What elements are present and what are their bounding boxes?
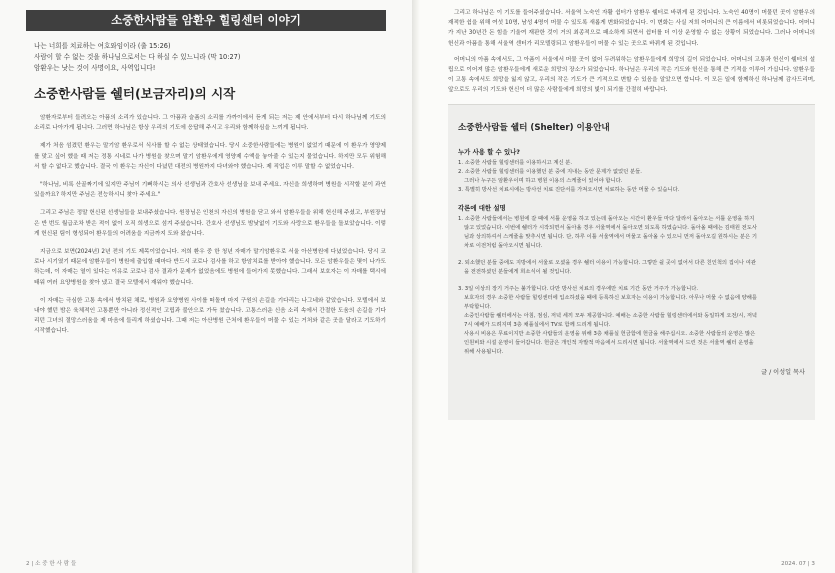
body-paragraph: 그리고 주님은 정말 헌신된 선생님들을 보내주셨습니다. 원장님은 인천의 자신의 병원을 닫고 와서 암환우들을 위해 헌신해 주셨고, 부원장님은 반 번도 월급조차 받은 적이 없이 오직 희생으로 섬겨 주셨습니다. 간호사 선생님도 밤낮없이 기도와 사랑으로 환우들을 돌보았습니다. 이렇게 헌신된 팀이 형성되어 환우들의 어려움을 지금까지 도와 왔습니다. bbox=[34, 210, 386, 237]
info-line: 1. 소중한 사람들에서는 병원에 갈 때에 서틀 운영을 하고 있는데 돌아오는 시간이 환우들 마다 달라서 돌아오는 서틀 운영을 하지 bbox=[458, 215, 755, 222]
who-section bbox=[458, 147, 805, 195]
shelter-info-box bbox=[448, 104, 815, 420]
info-line: 을 전전하셨던 분들에게 희소식이 될 것입니다. bbox=[464, 268, 572, 275]
info-line: 1. 소중한 사람들 힐링센터를 이용하시고 계신 분. bbox=[458, 159, 573, 166]
info-line: 차로 이전처럼 돌아오시면 됩니다. bbox=[464, 242, 543, 249]
article-title-bar: 소중한사람들 암환우 힐링센터 이야기 bbox=[26, 10, 386, 31]
bible-verses bbox=[34, 41, 386, 74]
page-footer-right: 2024. 07 | 3 bbox=[781, 561, 815, 567]
info-line: 그러나 누구든 암환우이며 하고 병원 이용의 스케줄이 있어야 합니다. bbox=[464, 177, 623, 184]
right-page bbox=[420, 0, 835, 573]
verse-line: 나는 너희를 치료하는 여호와임이라 (출 15:26) bbox=[34, 42, 171, 50]
page-footer-left: 2 | 소 중 한 사 람 들 bbox=[26, 561, 77, 567]
info-line: 3. 특별히 방사선 치료시에는 방사선 치료 진단서를 가져오시면 치료하는 동안 머물 수 있습니다. bbox=[458, 186, 680, 193]
info-line: 위해 사용됩니다. bbox=[464, 348, 504, 355]
info-line: 2. 퇴소했던 분들 중에도 지방에서 서울로 오셨을 경우 쉘터 이용이 가능합니다. 그렇만 쉴 곳이 없어서 다른 친인척의 집이나 여관 bbox=[458, 259, 757, 266]
info-line: 않고 있었습니다. 이번에 쉘터가 시작되면서 돌아올 경우 서울역에서 돌아오면 되도록 하였습니다. 돌아올 때에는 김태원 전도사 bbox=[464, 224, 758, 231]
info-box-title: 소중한사람들 쉘터 (Shelter) 이용안내 bbox=[458, 122, 610, 133]
info-line: 2. 소중한 사람들 힐링센터를 이용했던 분 중에 지내는 동안 문제가 없었던 분들. bbox=[458, 168, 642, 175]
who-heading: 누가 사용 할 수 있나? bbox=[458, 147, 520, 156]
body-paragraph: 암환자로부터 들려오는 아픔의 소리가 있습니다. 그 아픔과 슬픔의 소리를 가까이에서 듣게 되는 저는 제 안에서부터 다시 하나님께 기도의 소리로 나아가게 됩니다. 그러면 하나님은 항상 우리의 기도에 응답해 주시고 우리와 함께하심을 느끼게 됩니다. bbox=[34, 115, 386, 132]
body-paragraph: 어머니의 아픔 속에서도, 그 아픔이 서울에서 머물 곳이 없어 두려워하는 암환우들에게 희망의 길이 되었습니다. 어머니의 고통과 헌신이 쉘터의 설립으로 이어져 많은 암환우들에게 새로운 희망의 장소가 되었습니다. 하나님은 우리의 작은 기도와 헌신을 통해 큰 기적을 이루어 가십니다. 암환우들이 고통 속에서도 희망을 잃지 않고, 우리의 작은 기도가 큰 기적으로 변할 수 있음을 알았으면 합니다. 이 모든 일에 함께하신 하나님께 감사드리며, 앞으로도 우리의 기도와 헌신이 더 많은 사람들에게 희망의 빛이 되기를 간절히 바랍니다. bbox=[448, 56, 815, 94]
detail-item-2 bbox=[458, 259, 805, 277]
author-signature: 글 / 이성일 목사 bbox=[761, 368, 805, 376]
body-paragraph: 그리고 하나님은 이 기도를 들어주셨습니다. 서울역 노숙인 자활 쉼터가 암환우 쉘터로 바뀌게 된 것입니다. 노숙인 40명이 머물던 곳이 암환우의 재적한 쉼을 위해 여섯 10명, 남성 4명이 머물 수 있도록 새롭게 변화되었습니다. 이 변화는 사실 저희 어머니의 큰 이름에서 비롯되었습니다. 어머니가 지난 30년간 돈 힘을 기울여 재판한 것이 거의 최종적으로 패소하게 되면서 쉼터를 더 이상 운영할 수 없는 상황이 되었습니다. 그러나 어머니의 헌신과 아픔을 통해 서울역 센터가 리모델링되고 암환우들이 머물 수 있는 곳으로 바뀌게 된 것입니다. bbox=[448, 10, 815, 47]
section-heading: 소중한사람들 쉘터(보금자리)의 시작 bbox=[34, 86, 236, 101]
left-page bbox=[0, 0, 412, 573]
body-paragraph: 이 자매는 극심한 고통 속에서 방치된 채로, 병원과 요양병원 사이를 떠돌며 마지 구원의 손길을 기다리는 나그네와 같았습니다. 모텔에서 보내야 했던 밤은 육체적인 고통뿐만 아니라 정신적인 고립과 불안으로 가득 찼습니다. 고통스러운 신음 소리 속에서 간절한 도움의 손길을 기다리던 그녀의 절망스러움을 제 마음에 들리게 하셨습니다. 그때 저는 아산병원 근처에 환우들이 머물 수 있는 거처와 같은 곳을 달라고 기도하기 시작했습니다. bbox=[34, 297, 386, 335]
info-line: 보호자의 경우 소중한 사람들 힐링센터에 입소하셨을 때에 등록하신 보호자는 이용이 가능합니다. 아무나 머물 수 없음에 양해를 bbox=[464, 294, 758, 301]
info-line: 님과 상의하셔서 스케줄을 맞추시면 됩니다. 단, 하루 이틀 서울역에서 머물고 돌아올 수 있으니 먼저 돌아오길 원하시는 분은 기 bbox=[464, 233, 757, 240]
page-gutter bbox=[412, 0, 420, 573]
verse-line: 사람이 할 수 없는 것을 하나님으로서는 다 하실 수 있느니라 (막 10:27) bbox=[34, 53, 241, 61]
detail-item-1 bbox=[458, 215, 805, 251]
detail-heading: 각론에 대한 설명 bbox=[458, 203, 506, 212]
body-paragraph: 제가 처음 섬겼던 환우는 말기암 환우로서 식사를 할 수 없는 상태였습니다. 당시 소중한사람들에는 병원이 없었기 때문에 이 환우가 영양제를 맞고 싶어 했을 때 저는 정통 시네로 나가 병원을 찾으며 말기 암환우에게 영양제 수액을 놓아줄 수 있는지 물었습니다. 하지만 모두 위험해서 할 수 없다고 했습니다. 결국 이 환우는 자신이 다녔던 대전의 병원까지 다녀와야 했습니다. 제 직업은 이루 말할 수 없었습니다. bbox=[34, 143, 386, 170]
info-line: 사용시 비용은 무료이지만 소중한 사람들의 운영을 위해 3층 채플실 헌금함에 헌금을 해주십시오. 소중한 사람들의 운영은 많은 bbox=[464, 330, 756, 337]
info-line: 3. 3일 이상의 장기 거주는 불가합니다. 다만 방사선 치료의 경우에만 치료 기간 동안 거주가 가능합니다. bbox=[458, 285, 699, 292]
info-line: 소중인사람들 쉘터에서는 아침, 점심, 저녁 세끼 모두 제공합니다. 예배는 소중한 사람들 힐링센터에서와 동일하게 오전/시, 저녁 bbox=[464, 312, 758, 319]
info-line: 부탁합니다. bbox=[464, 303, 492, 310]
info-line: 인원비와 시설 운영이 들어갑니다. 헌금은 개인적 자발적 마음에서 드리시면 됩니다. 서울역에서 드린 것은 서울역 쉘터 운영을 bbox=[464, 339, 754, 346]
prayer-quote: "하나님, 비록 산골짜기에 있지만 주님이 기뻐하시는 의사 선생님과 간호사 선생님을 보내 주세요. 자신을 희생하며 병원을 시작할 분이 과연 있을까요? 하지만 주님은 전능하시니 찾아 주세요." bbox=[34, 182, 386, 199]
verse-line: 암환우는 낫는 것이 사명이요, 사역입니다! bbox=[34, 64, 156, 72]
detail-item-3 bbox=[458, 285, 805, 357]
info-line: 7시 예배가 드려지며 3층 채플실에서 TV로 함께 드리게 됩니다. bbox=[464, 321, 611, 328]
body-paragraph: 지금으로 보면(2024년) 2년 전의 기도 제목이었습니다. 저희 환우 중 한 청년 자매가 말기암환우로 서울 아산병원에 다녔었습니다. 당시 코로나 시기였기 때문에 암환우들이 병원에 출입할 때마다 반드시 코로나 검사를 하고 항암치료를 받아야 했습니다. 모든 암환우들은 몇이 나가도 하는데, 이 자매는 열이 있다는 이유로 코로나 검사 결과가 문제가 없었음에도 병원에 들어가지 못했습니다. 그래서 보호자는 이 자매를 택시에 태워 여러 요양병원을 찾아 냈고 결국 모텔에서 재워야 했습니다. bbox=[34, 249, 386, 286]
